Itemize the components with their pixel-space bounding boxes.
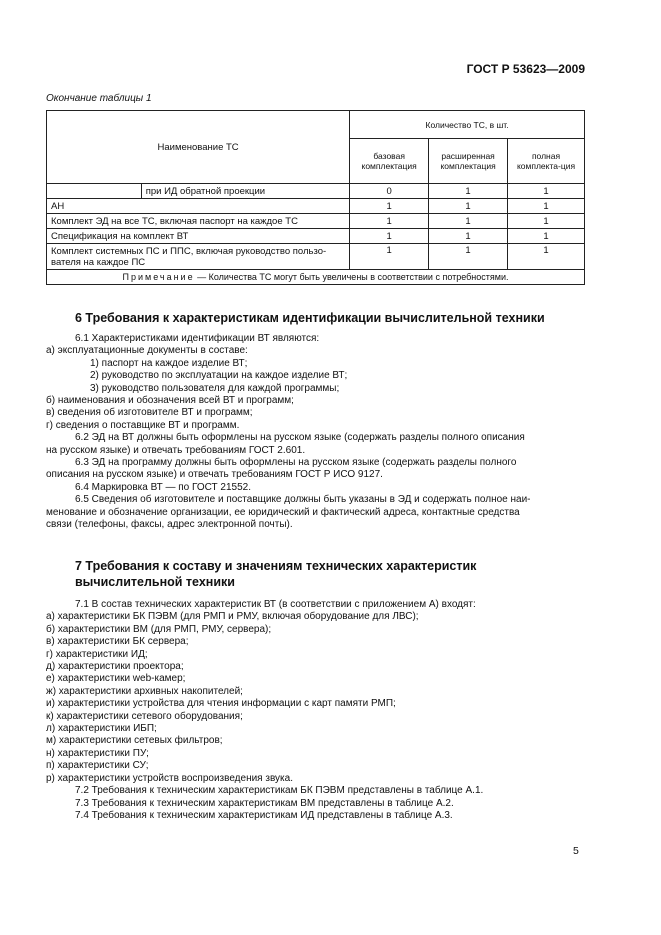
list-item: г) сведения о поставщике ВТ и программ. — [46, 419, 240, 431]
table-note — [47, 270, 585, 285]
section-6-title: 6 Требования к характеристикам идентификации вычислительной техники — [75, 311, 545, 325]
list-item: л) характеристики ИБП; — [46, 723, 157, 735]
note-text: — Количества ТС могут быть увеличены в соответствии с потребностями. — [194, 271, 509, 282]
header-full-cell: полная комплекта-ция — [508, 139, 585, 184]
list-item: д) характеристики проектора; — [46, 661, 184, 673]
row-basic: 1 — [350, 229, 429, 244]
para: 7.2 Требования к техническим характеристикам БК ПЭВМ представлены в таблице А.1. — [75, 785, 484, 797]
row-full: 1 — [508, 184, 585, 199]
row-basic: 1 — [350, 244, 429, 270]
list-item: ж) характеристики архивных накопителей; — [46, 685, 243, 697]
para: на русском языке) и отвечать требованиям ГОСТ 2.601. — [46, 444, 306, 456]
row-extended: 1 — [429, 229, 508, 244]
section-6-body — [46, 333, 586, 532]
list-item: м) характеристики сетевых фильтров; — [46, 735, 223, 747]
list-item: в) сведения об изготовителе ВТ и программ; — [46, 407, 253, 419]
para: 6.3 ЭД на программу должны быть оформлены на русском языке (содержать разделы полного — [75, 457, 517, 469]
row-extended: 1 — [429, 199, 508, 214]
row-full: 1 — [508, 229, 585, 244]
list-item: к) характеристики сетевого оборудования; — [46, 710, 243, 722]
para: 6.1 Характеристиками идентификации ВТ являются: — [75, 333, 320, 344]
row-name: Комплект системных ПС и ППС, включая руководство пользо-вателя на каждое ПС — [47, 244, 350, 270]
list-item: е) характеристики web-камер; — [46, 673, 186, 685]
table-row — [47, 214, 585, 229]
list-item: 2) руководство по эксплуатации на каждое изделие ВТ; — [90, 370, 348, 382]
list-item: г) характеристики ИД; — [46, 648, 148, 660]
list-item: б) наименования и обозначения всей ВТ и программ; — [46, 395, 294, 407]
table-row — [47, 244, 585, 270]
row-extended: 1 — [429, 184, 508, 199]
note-label: Примечание — [122, 271, 195, 282]
page-number: 5 — [573, 845, 579, 857]
para: 6.4 Маркировка ВТ — по ГОСТ 21552. — [75, 481, 251, 493]
para: связи (телефоны, факсы, адрес электронной почты). — [46, 519, 293, 531]
header-name-cell: Наименование ТС — [47, 111, 350, 184]
list-item: р) характеристики устройств воспроизведения звука. — [46, 772, 293, 784]
table-caption: Окончание таблицы 1 — [46, 93, 152, 104]
list-item: б) характеристики ВМ (для РМП, РМУ, сервера); — [46, 623, 272, 635]
section-7-title — [75, 558, 476, 590]
para: 7.4 Требования к техническим характеристикам ИД представлены в таблице А.3. — [75, 809, 453, 821]
row-basic: 0 — [350, 184, 429, 199]
header-basic-cell: базовая комплектация — [350, 139, 429, 184]
document-id: ГОСТ Р 53623—2009 — [466, 62, 585, 76]
row-name: Спецификация на комплект ВТ — [47, 229, 350, 244]
list-item: п) характеристики СУ; — [46, 760, 149, 772]
row-full: 1 — [508, 214, 585, 229]
list-item: н) характеристики ПУ; — [46, 747, 149, 759]
row-basic: 1 — [350, 214, 429, 229]
equipment-table — [46, 110, 585, 285]
row-name: Комплект ЭД на все ТС, включая паспорт на каждое ТС — [47, 214, 350, 229]
row-full: 1 — [508, 244, 585, 270]
row-extended: 1 — [429, 244, 508, 270]
list-item: 1) паспорт на каждое изделие ВТ; — [90, 357, 248, 369]
table-row — [47, 199, 585, 214]
list-item: а) эксплуатационные документы в составе: — [46, 345, 248, 357]
header-extended-cell: расширенная комплектация — [429, 139, 508, 184]
row-name: при ИД обратной проекции — [141, 184, 349, 199]
row-basic: 1 — [350, 199, 429, 214]
empty-cell — [47, 184, 142, 199]
para: 6.2 ЭД на ВТ должны быть оформлены на русском языке (содержать разделы полного описания — [75, 432, 525, 444]
row-full: 1 — [508, 199, 585, 214]
list-item: 3) руководство пользователя для каждой программы; — [90, 382, 340, 394]
table-row — [47, 184, 585, 199]
para: описания на русском языке) и отвечать требованиям ГОСТ Р ИСО 9127. — [46, 469, 383, 481]
para: 7.3 Требования к техническим характеристикам ВМ представлены в таблице А.2. — [75, 797, 454, 809]
section-7-title-line1: 7 Требования к составу и значениям технических характеристик — [75, 559, 477, 573]
list-item: в) характеристики БК сервера; — [46, 636, 189, 648]
row-name: АН — [47, 199, 350, 214]
para: 7.1 В состав технических характеристик ВТ (в соответствии с приложением А) входят: — [75, 599, 476, 610]
table-row — [47, 229, 585, 244]
list-item: и) характеристики устройства для чтения информации с карт памяти РМП; — [46, 698, 396, 710]
list-item: а) характеристики БК ПЭВМ (для РМП и РМУ, включая оборудование для ЛВС); — [46, 611, 419, 623]
header-qty-cell: Количество ТС, в шт. — [350, 111, 585, 139]
para: менование и обозначение организации, ее юридический и фактический адреса, контактные средства — [46, 506, 520, 518]
section-7-body — [46, 599, 586, 822]
section-7-title-line2: вычислительной техники — [75, 575, 235, 589]
para: 6.5 Сведения об изготовителе и поставщике должны быть указаны в ЭД и содержать полное наи- — [75, 494, 531, 506]
row-extended: 1 — [429, 214, 508, 229]
